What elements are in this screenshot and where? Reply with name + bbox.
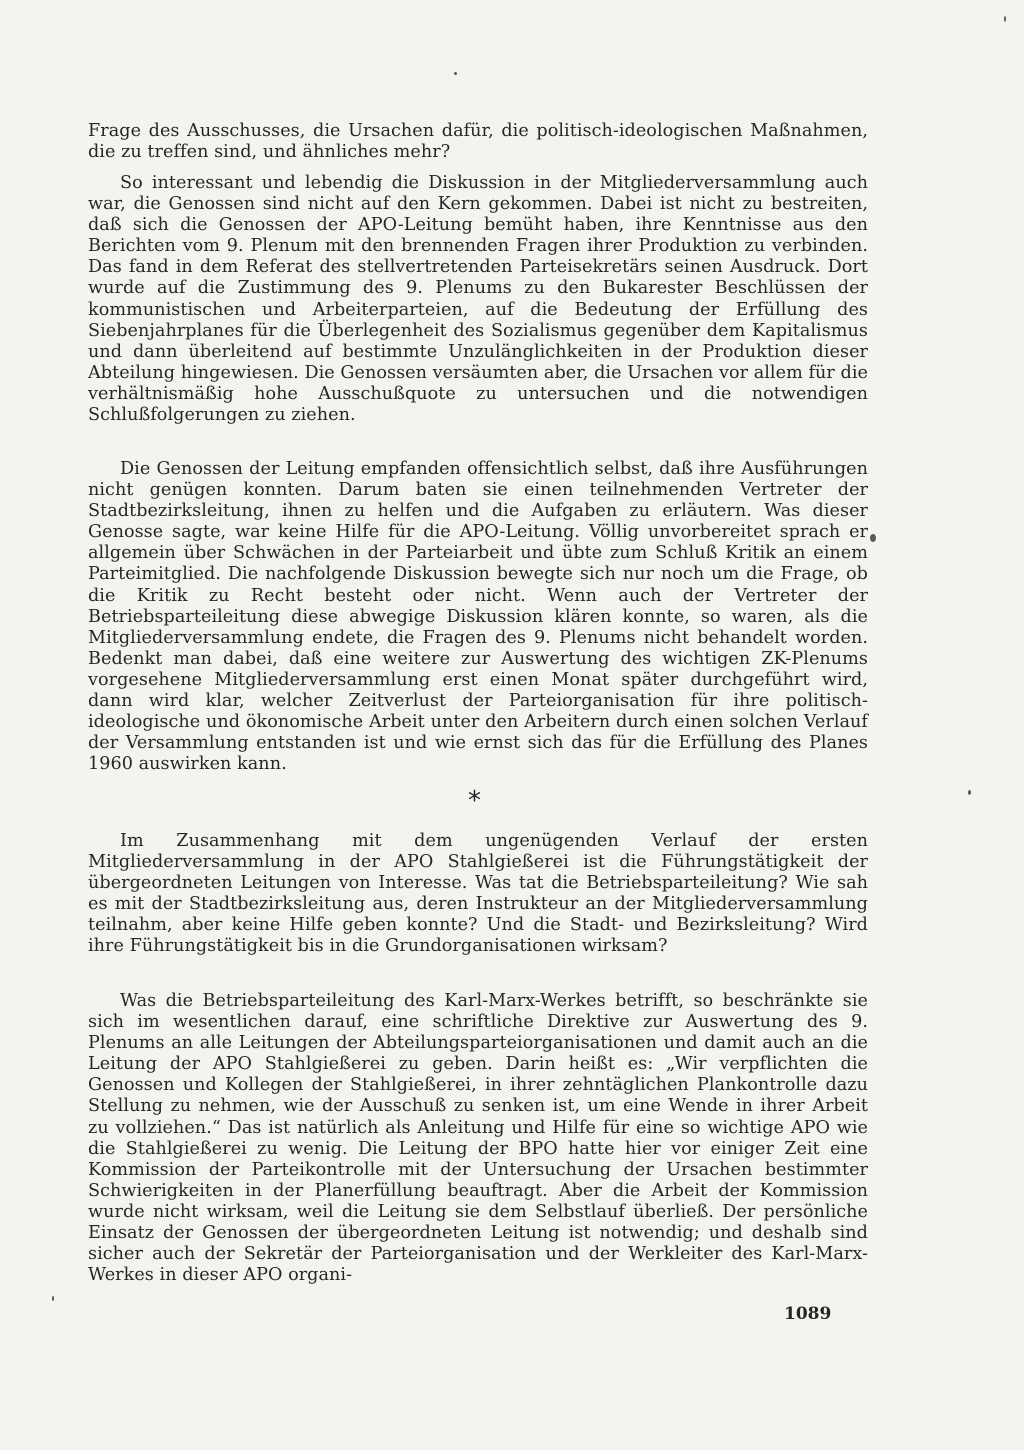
print-speck	[968, 790, 971, 795]
print-speck	[52, 1296, 54, 1301]
page-number: 1089	[784, 1304, 832, 1324]
paragraph-context	[88, 831, 868, 958]
paragraph-text: Frage des Ausschusses, die Ursachen dafür, die politisch-ideologischen Maßnahmen, die zu treffen sind, und ähnliches mehr?	[88, 121, 868, 163]
paragraph-text: Im Zusammenhang mit dem ungenügenden Verlauf der ersten Mitgliederversammlung in der APO Stahlgießerei ist die Führungstätigkeit der übergeordneten Leitungen von Interesse. Was tat die Betriebsparteileitung? Wie sah es mit der Stadtbezirksleitung aus, deren Instrukteur an der Mitgliederversammlung teilnahm, aber keine Hilfe geben konnte? Und die Stadt- und Bezirksleitung? Wird ihre Führungstätigkeit bis in die Grundorganisationen wirksam?	[88, 831, 868, 957]
print-speck	[454, 72, 457, 75]
paragraph-continuation	[88, 121, 868, 163]
print-speck	[1004, 16, 1006, 22]
print-speck	[870, 534, 876, 542]
paragraph-directive	[88, 991, 868, 1286]
paragraph-text: Was die Betriebsparteileitung des Karl-Marx-Werkes betrifft, so beschränkte sie sich im wesentlichen darauf, eine schriftliche Direktive zur Auswertung des 9. Plenums an alle Leitungen der Abteilungsparteiorganisationen und damit auch an die Leitung der APO Stahlgießerei zu geben. Darin heißt es: „Wir verpflichten die Genossen und Kollegen der Stahlgießerei, in ihrer zehntäglichen Plankontrolle dazu Stellung zu nehmen, wie der Ausschuß zu senken ist, um eine Wende in ihrer Arbeit zu vollziehen.“ Das ist natürlich als Anleitung und Hilfe für eine so wichtige APO wie die Stahlgießerei zu wenig. Die Leitung der BPO hatte hier vor einiger Zeit eine Kommission der Parteikontrolle mit der Untersuchung der Ursachen bestimmter Schwierigkeiten in der Planerfüllung beauftragt. Aber die Arbeit der Kommission wurde nicht wirksam, weil die Leitung sie dem Selbstlauf überließ. Der persönliche Einsatz der Genossen der übergeordneten Leitung ist notwendig; und deshalb sind sicher auch der Sekretär der Parteiorganisation und der Werkleiter des Karl-Marx-Werkes in dieser APO organi-	[88, 991, 868, 1286]
section-separator-asterisk: *	[468, 786, 481, 816]
paragraph-text: So interessant und lebendig die Diskussion in der Mitgliederversammlung auch war, die Genossen sind nicht auf den Kern gekommen. Dabei ist nicht zu bestreiten, daß sich die Genossen der APO-Leitung bemüht haben, ihre Kenntnisse aus den Berichten vom 9. Plenum mit den brennenden Fragen ihrer Produktion zu verbinden. Das fand in dem Referat des stellvertretenden Parteisekretärs seinen Ausdruck. Dort wurde auf die Zustimmung des 9. Plenums zu den Bukarester Beschlüssen der kommunistischen und Arbeiterparteien, auf die Bedeutung der Erfüllung des Siebenjahrplanes für die Überlegenheit des Sozialismus gegenüber dem Kapitalismus und dann überleitend auf bestimmte Unzulänglichkeiten in der Produktion dieser Abteilung hingewiesen. Die Genossen versäumten aber, die Ursachen vor allem für die verhältnismäßig hohe Ausschußquote zu untersuchen und die notwendigen Schlußfolgerungen zu ziehen.	[88, 173, 868, 426]
paragraph-discussion	[88, 173, 868, 426]
paragraph-text: Die Genossen der Leitung empfanden offensichtlich selbst, daß ihre Ausführungen nicht genügen konnten. Darum baten sie einen teilnehmenden Vertreter der Stadtbezirksleitung, ihnen zu helfen und die Aufgaben zu erläutern. Was dieser Genosse sagte, war keine Hilfe für die APO-Leitung. Völlig unvorbereitet sprach er allgemein über Schwächen in der Parteiarbeit und übte zum Schluß Kritik an einem Parteimitglied. Die nachfolgende Diskussion bewegte sich nur noch um die Frage, ob die Kritik zu Recht besteht oder nicht. Wenn auch der Vertreter der Betriebsparteileitung diese abwegige Diskussion klären konnte, so waren, als die Mitgliederversammlung endete, die Fragen des 9. Plenums nicht behandelt worden. Bedenkt man dabei, daß eine weitere zur Auswertung des wichtigen ZK-Plenums vorgesehene Mitgliederversammlung erst einen Monat später durchgeführt wird, dann wird klar, welcher Zeitverlust der Parteiorganisation für ihre politisch-ideologische und ökonomische Arbeit unter den Arbeitern durch einen solchen Verlauf der Versammlung entstanden ist und wie ernst sich das für die Erfüllung des Planes 1960 auswirken kann.	[88, 459, 868, 775]
paragraph-leadership	[88, 459, 868, 775]
